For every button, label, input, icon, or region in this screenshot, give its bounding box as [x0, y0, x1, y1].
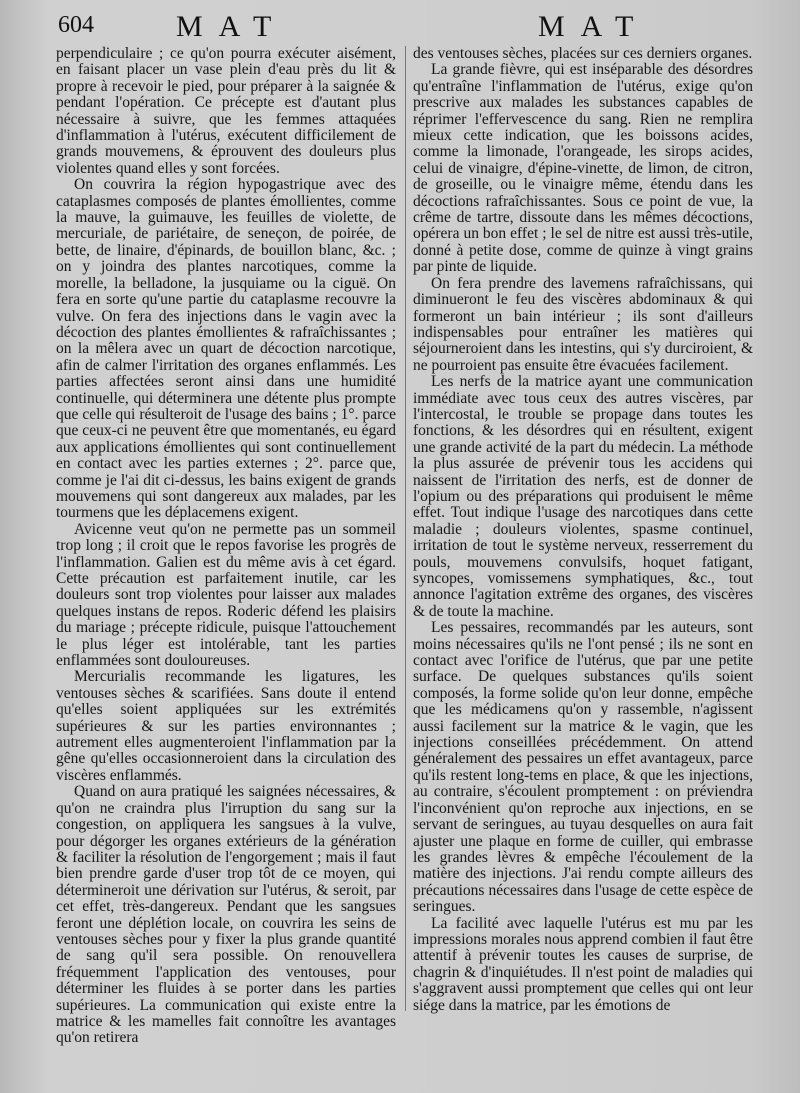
paragraph: Les nerfs de la matrice ayant une communication immédiate avec tous ceux des autres viscères, par l'intercostal, le trouble se propage dans toutes les fonctions, & les désordres qui en résultent, exigent une grande activité de la part du médecin. La méthode la plus assurée de prévenir tous les accidens qui naissent de l'irritation des nerfs, est de donner de l'opium ou des préparations qui produisent le même effet. Tout indique l'usage des narcotiques dans cette maladie ; douleurs violentes, spasme continuel, irritation de tout le système nerveux, resserrement du pouls, mouvemens convulsifs, hoquet fatigant, syncopes, vomissemens symphatiques, &c., tout annonce l'agitation extrême des organes, des viscères & de toute la machine. [413, 373, 753, 620]
paragraph: Les pessaires, recommandés par les auteurs, sont moins nécessaires qu'ils ne l'ont pensé ; ils ne sont en contact avec l'orifice de l'utérus, que par une petite surface. De quelques substances qu'ils soient composés, la forme solide qu'on leur donne, empêche que les médicamens qu'on y rassemble, n'agissent aussi facilement sur la matrice & le vagin, que les injections conseillées précédemment. On attend généralement des pessaires un effet avantageux, parce qu'ils restent long-tems en place, & que les injections, au contraire, s'écoulent promptement : on préviendra l'inconvénient qu'on reproche aux injections, en se servant de seringues, au tuyau desquelles on aura fait ajuster une plaque en forme de cuiller, qui embrasse les grandes lèvres & empêche l'écoulement de la matière des injections. J'ai rendu compte ailleurs des précautions nécessaires dans l'usage de cette espèce de seringues. [413, 619, 753, 916]
right-column [413, 46, 753, 1014]
paragraph: des ventouses sèches, placées sur ces derniers organes. [413, 45, 753, 62]
paragraph: On fera prendre des lavemens rafraîchissans, qui diminueront le feu des viscères abdominaux & qui formeront un bain intérieur ; ils sont d'ailleurs indispensables pour entraîner les matières qui séjourneroient dans les intestins, qui s'y durciroient, & ne pourroient pas ensuite être évacuées facilement. [413, 274, 753, 374]
running-head-right: MAT [538, 10, 650, 43]
paragraph: Avicenne veut qu'on ne permette pas un sommeil trop long ; il croit que le repos favorise les progrès de l'inflammation. Galien est du même avis à cet égard. Cette précaution est parfaitement inutile, car les douleurs sont trop violentes pour laisser aux malades quelques instans de repos. Roderic défend les plaisirs du mariage ; précepte ridicule, puisque l'attouchement le plus léger est intolérable, tant les parties enflammées sont douloureuses. [56, 520, 396, 670]
paragraph: On couvrira la région hypogastrique avec des cataplasmes composés de plantes émollientes, comme la mauve, la guimauve, les feuilles de violette, de mercuriale, de pariétaire, de seneçon, de poirée, de bette, de linaire, d'épinards, de bouillon blanc, &c. ; on y joindra des plantes narcotiques, comme la morelle, la belladone, la jusquiame ou la ciguë. On fera en sorte qu'une partie du cataplasme recouvre la vulve. On fera des injections dans le vagin avec la décoction des plantes émollientes & rafraîchissantes ; on la mêlera avec un quart de décoction narcotique, afin de calmer l'irritation des organes enflammés. Les parties affectées seront ainsi dans une humidité continuelle, qui déterminera une détente plus prompte que celle qui résulteroit de l'usage des bains ; 1°. parce que ceux-ci ne peuvent être que momentanés, eu égard aux applications émollientes qui sont continuellement en contact avec les parties externes ; 2°. parce que, comme je l'ai dit ci-dessus, les bains exigent de grands mouvemens qui sont dangereux aux malades, par les tourmens que les déplacemens exigent. [56, 176, 396, 522]
page-number: 604 [58, 12, 94, 38]
column-divider [405, 46, 406, 1011]
paragraph: La grande fièvre, qui est inséparable des désordres qu'entraîne l'inflammation de l'utérus, exige qu'on prescrive aux malades les substances capables de réprimer l'effervescence du sang. Rien ne remplira mieux cette indication, que les boissons acides, comme la limonade, l'orangeade, les sirops acides, celui de vinaigre, d'épine-vinette, de limon, de citron, de groseille, ou le vinaigre même, étendu dans les décoctions rafraîchissantes. Sous ce point de vue, la crême de tartre, dissoute dans les mêmes décoctions, opérera un bon effet ; le sel de nitre est aussi très-utile, donné à petite dose, comme de quinze à vingt grains par pinte de liquide. [413, 61, 753, 276]
paragraph: perpendiculaire ; ce qu'on pourra exécuter aisément, en faisant placer un vase plein d'eau près du lit & propre à recevoir le pied, pour préparer à la saignée & pendant l'opération. Ce précepte est d'autant plus nécessaire à suivre, que les femmes attaquées d'inflammation à l'utérus, exécutent difficilement de grands mouvemens, & éprouvent des douleurs plus violentes quand elles y sont forcées. [56, 45, 396, 177]
paragraph: Mercurialis recommande les ligatures, les ventouses sèches & scarifiées. Sans doute il entend qu'elles soient appliquées sur les extrémités supérieures & sur les parties environnantes ; autrement elles augmenteroient l'inflammation par la gêne qu'elles occasionneroient dans la circulation des viscères enflammés. [56, 668, 396, 784]
paragraph: Quand on aura pratiqué les saignées nécessaires, & qu'on ne craindra plus l'irruption du sang sur la congestion, on appliquera les sangsues à la vulve, pour dégorger les organes extérieurs de la génération & faciliter la résolution de l'engorgement ; mais il faut bien prendre garde d'user trop tôt de ce moyen, qui détermineroit une dérivation sur l'utérus, & seroit, par cet effet, très-dangereux. Pendant que les sangsues feront une déplétion locale, on couvrira les seins de ventouses sèches pour y fixer la plus grande quantité de sang qu'il sera possible. On renouvellera fréquemment l'application des ventouses, pour déterminer les fluides à se porter dans les parties supérieures. La communication qui existe entre la matrice & les mamelles fait connoître les avantages qu'on retirera [56, 783, 396, 1047]
running-head-left: MAT [176, 10, 288, 43]
left-column [56, 46, 396, 1047]
page-header [58, 10, 778, 44]
paragraph: La facilité avec laquelle l'utérus est mu par les impressions morales nous apprend combien il faut être attentif à prévenir toutes les causes de surprise, de chagrin & d'inquiétudes. Il n'est point de maladies qui s'aggravent aussi promptement que celles qui ont leur siége dans la matrice, par les émotions de [413, 914, 753, 1014]
